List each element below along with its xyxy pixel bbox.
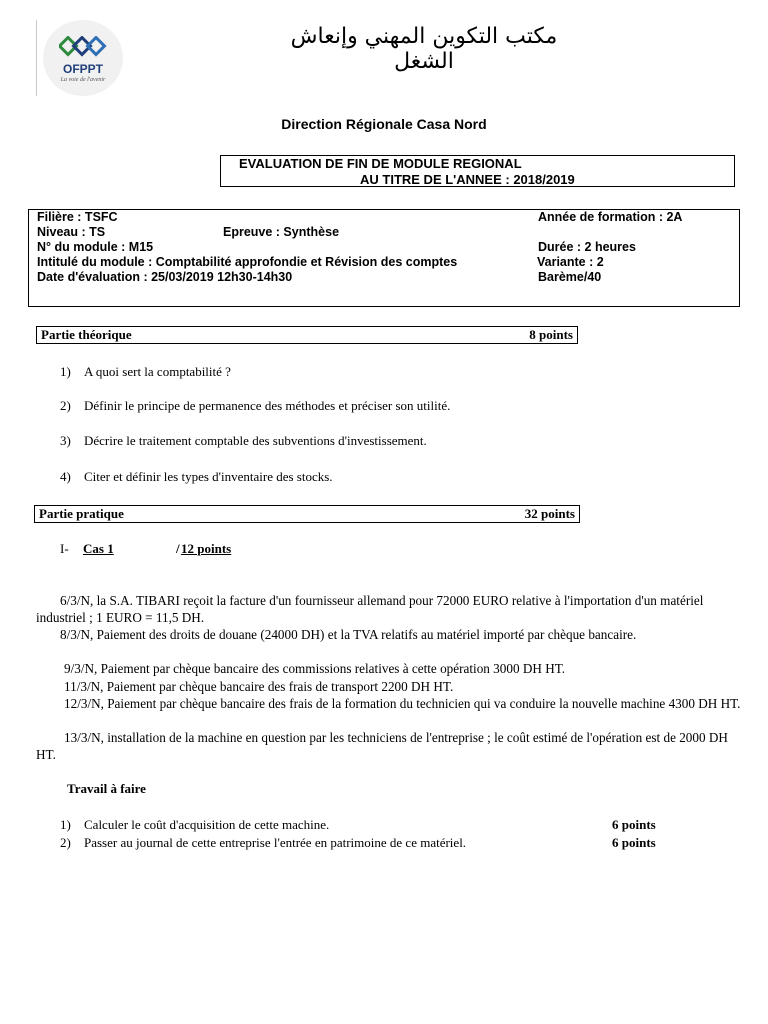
evaluation-box — [220, 155, 735, 187]
question-number: 3) — [60, 433, 71, 448]
epreuve: Epreuve : Synthèse — [223, 225, 340, 239]
exam-info-box — [28, 209, 740, 307]
evaluation-line-1: EVALUATION DE FIN DE MODULE REGIONAL — [239, 156, 522, 171]
partie-theorique-header — [36, 326, 578, 344]
operation-paragraph-2 — [36, 627, 742, 644]
bareme: Barème/40 — [538, 270, 602, 284]
question-number: 1) — [60, 364, 71, 379]
logo-tagline: La voie de l'avenir — [60, 77, 106, 83]
operation-text: 9/3/N, Paiement par chèque bancaire des commissions relatives à cette opération 3000 DH HT. — [64, 661, 566, 676]
travail-a-faire-title: Travail à faire — [67, 781, 146, 796]
question-text: Citer et définir les types d'inventaire des stocks. — [84, 469, 333, 484]
travail-number: 1) — [60, 817, 71, 832]
arabic-title: مكتب التكوين المهني وإنعاش الشغل — [290, 24, 558, 74]
cas-label: Cas 1 — [83, 541, 114, 556]
question-text: A quoi sert la comptabilité ? — [84, 364, 231, 379]
operation-paragraph-6 — [36, 730, 742, 763]
operation-paragraph-1 — [36, 593, 742, 626]
operation-text: 6/3/N, la S.A. TIBARI reçoit la facture d'un fournisseur allemand pour 72000 EURO relative à l'importation d'un matériel industriel ; 1 EURO = 11,5 DH. — [36, 593, 704, 625]
evaluation-line-2: AU TITRE DE L'ANNEE : 2018/2019 — [360, 172, 575, 187]
travail-points: 6 points — [612, 835, 656, 850]
question-number: 2) — [60, 398, 71, 413]
operation-text: 11/3/N, Paiement par chèque bancaire des frais de transport 2200 DH HT. — [64, 679, 454, 694]
partie-pratique-title: Partie pratique — [39, 506, 124, 521]
question-text: Définir le principe de permanence des méthodes et préciser son utilité. — [84, 398, 451, 413]
travail-points: 6 points — [612, 817, 656, 832]
date-evaluation: Date d'évaluation : 25/03/2019 12h30-14h30 — [37, 270, 293, 284]
ofppt-logo — [36, 20, 129, 96]
logo-emblem-icon — [59, 36, 107, 58]
variante: Variante : 2 — [537, 255, 604, 269]
cas-number: I- — [60, 541, 69, 556]
operation-paragraph-4 — [36, 679, 742, 696]
operation-text: 8/3/N, Paiement des droits de douane (24000 DH) et la TVA relatifs au matériel importé par chèque bancaire. — [60, 627, 637, 642]
annee-formation: Année de formation : 2A — [538, 210, 683, 224]
partie-pratique-header — [34, 505, 580, 523]
module-number: N° du module : M15 — [37, 240, 154, 254]
operation-text: 13/3/N, installation de la machine en question par les techniciens de l'entreprise ; le coût estimé de l'opération est de 2000 DH HT. — [36, 730, 728, 762]
travail-text: Passer au journal de cette entreprise l'entrée en patrimoine de ce matériel. — [84, 835, 467, 850]
partie-theorique-title: Partie théorique — [41, 327, 132, 342]
travail-text: Calculer le coût d'acquisition de cette machine. — [84, 817, 330, 832]
question-text: Décrire le traitement comptable des subventions d'investissement. — [84, 433, 427, 448]
cas-slash: / — [176, 541, 180, 556]
travail-number: 2) — [60, 835, 71, 850]
operation-paragraph-3 — [36, 661, 742, 678]
cas-points: 12 points — [181, 541, 232, 556]
partie-pratique-points: 32 points — [524, 506, 575, 521]
operation-text: 12/3/N, Paiement par chèque bancaire des frais de la formation du technicien qui va conduire la nouvelle machine 4300 DH HT. — [64, 696, 741, 711]
operation-paragraph-5 — [36, 696, 742, 713]
partie-theorique-points: 8 points — [529, 327, 573, 342]
logo-text: OFPPT — [62, 62, 103, 76]
duree: Durée : 2 heures — [538, 240, 636, 254]
question-number: 4) — [60, 469, 71, 484]
intitule-module: Intitulé du module : Comptabilité approfondie et Révision des comptes — [37, 255, 458, 269]
region-title: Direction Régionale Casa Nord — [281, 116, 487, 132]
filiere: Filière : TSFC — [37, 210, 118, 224]
logo-background — [43, 20, 123, 96]
niveau: Niveau : TS — [37, 225, 106, 239]
